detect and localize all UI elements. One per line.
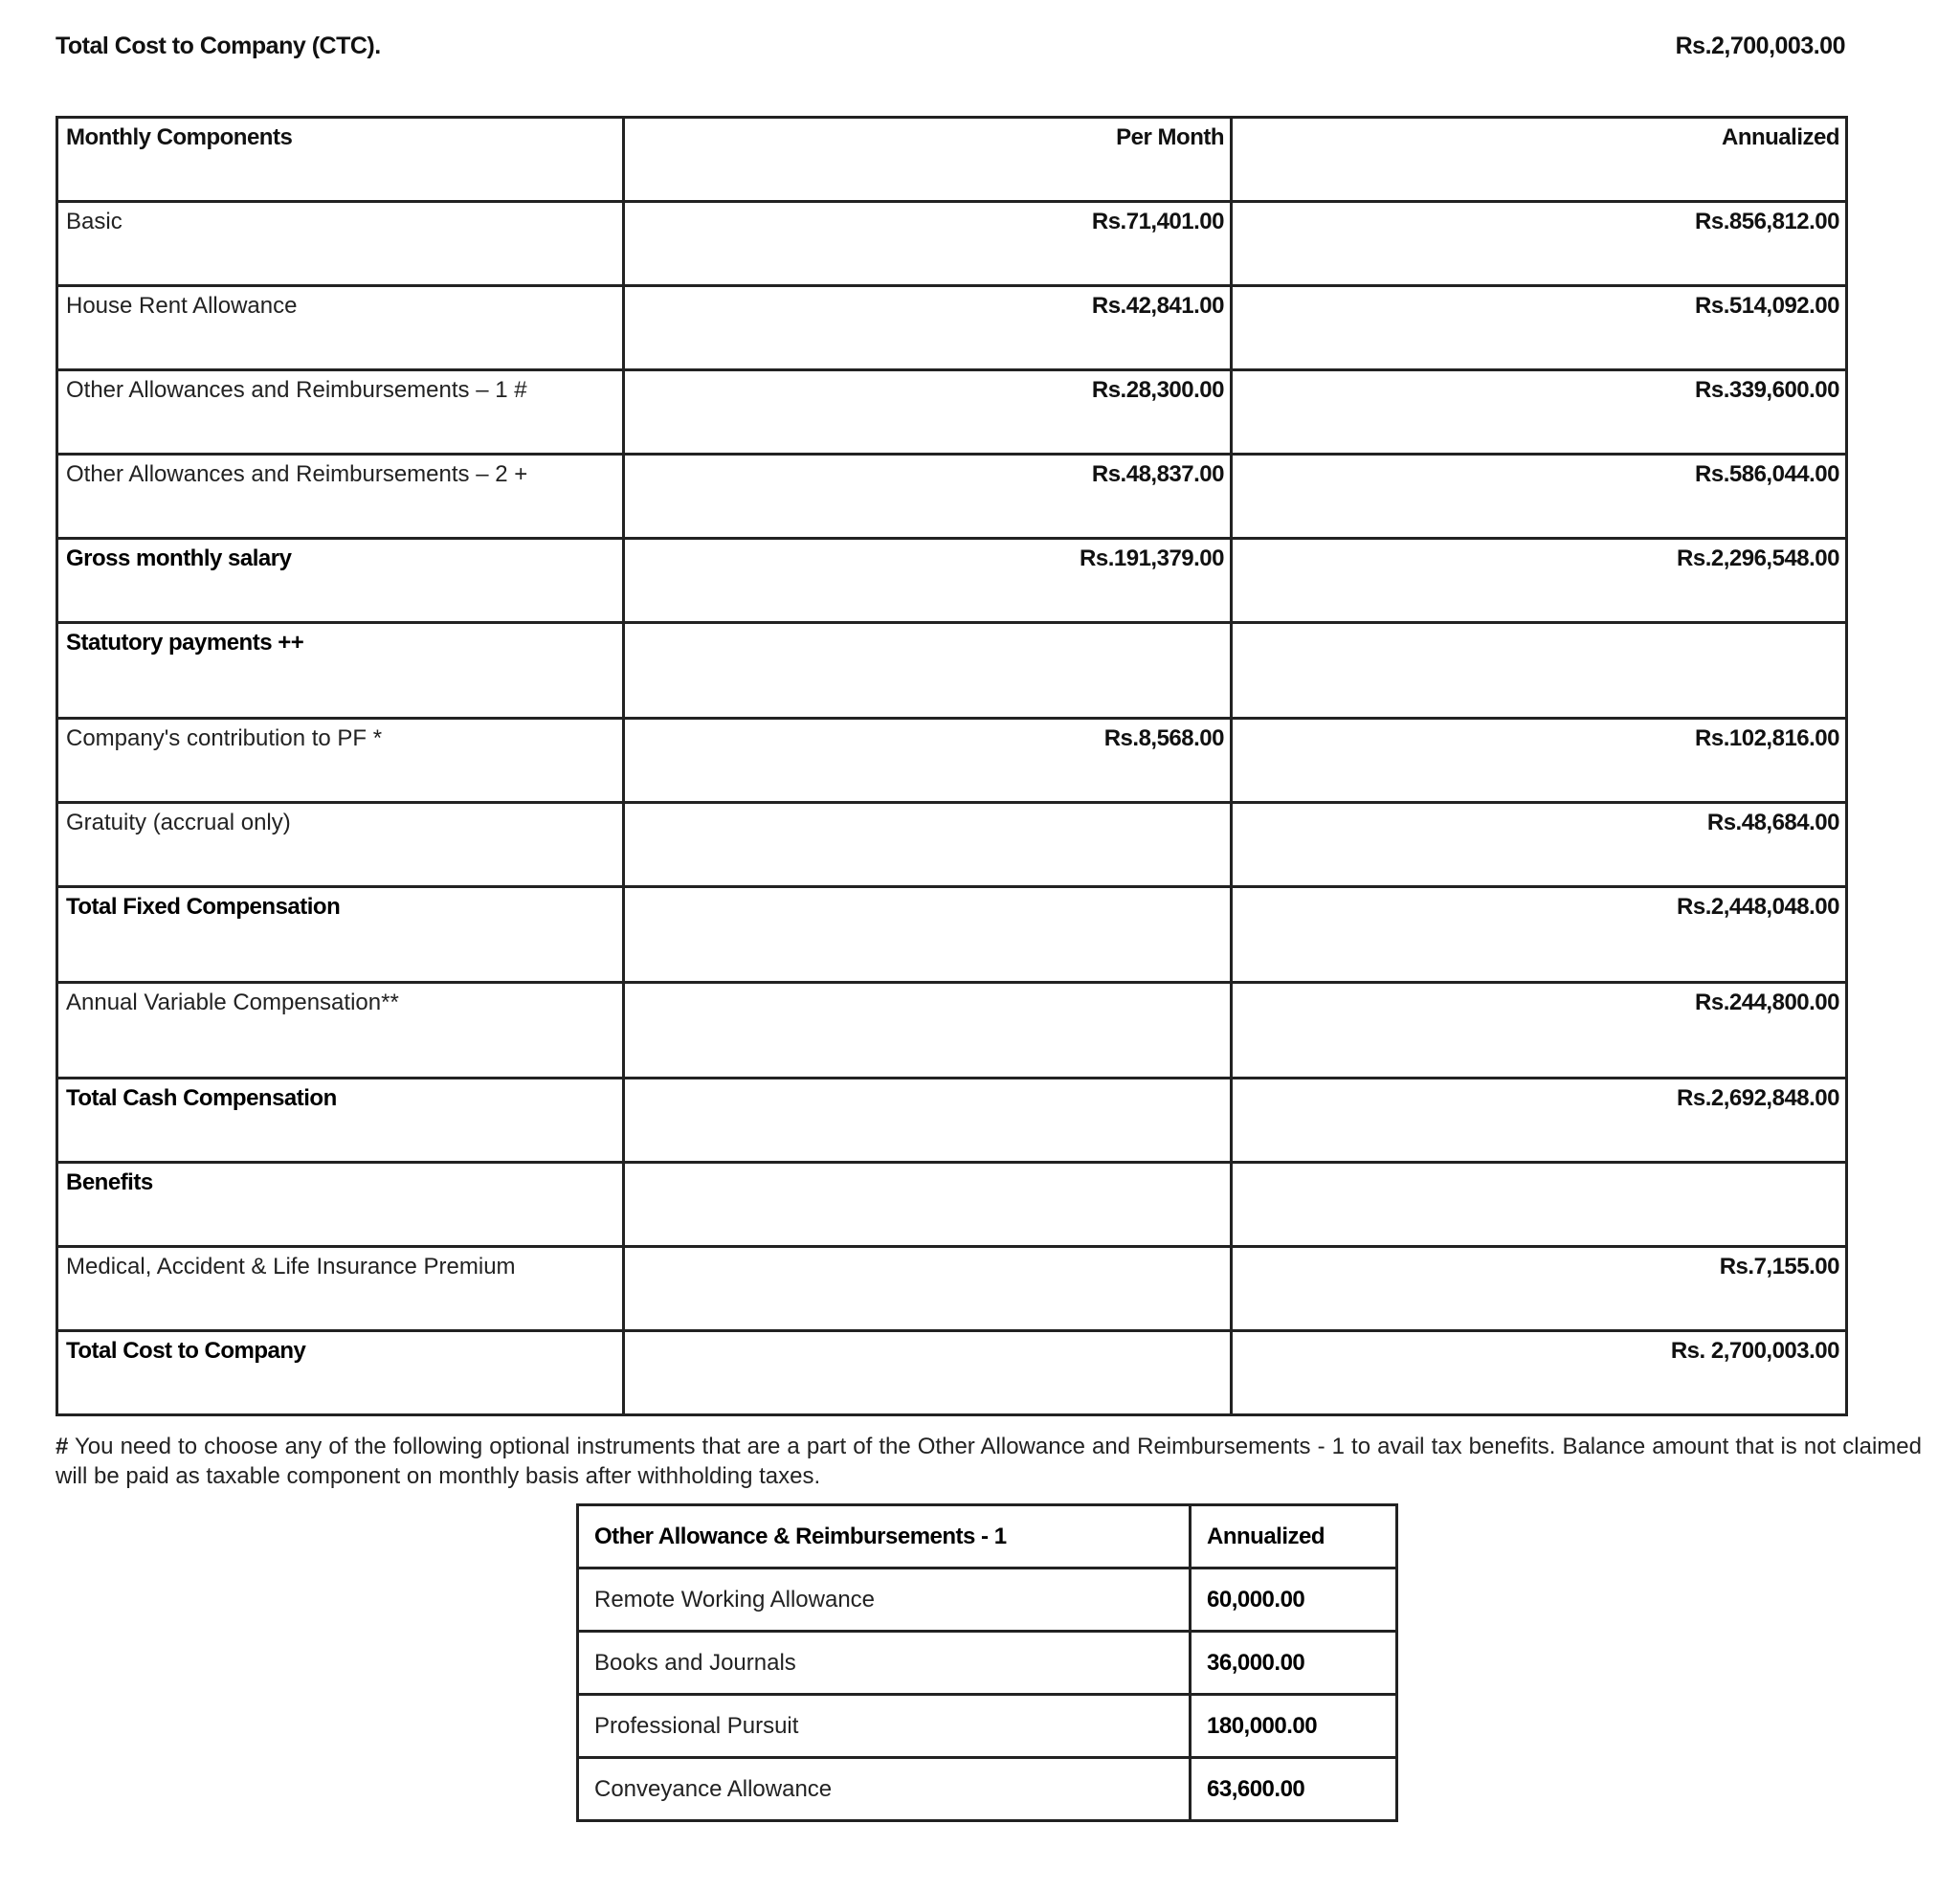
- row-label: Total Fixed Compensation: [57, 887, 624, 983]
- table-row: [57, 1247, 1847, 1331]
- table-row: [57, 202, 1847, 286]
- row-per-month: [624, 887, 1232, 983]
- row-annualized: Rs.48,684.00: [1232, 803, 1847, 887]
- row-label: Basic: [57, 202, 624, 286]
- row-per-month: [624, 1163, 1232, 1247]
- table-row: [57, 623, 1847, 719]
- table-row: [57, 1331, 1847, 1415]
- row-value: 36,000.00: [1191, 1632, 1397, 1695]
- column-header-annualized: Annualized: [1191, 1505, 1397, 1568]
- row-label: Annual Variable Compensation**: [57, 983, 624, 1079]
- row-per-month: [624, 1079, 1232, 1163]
- table-row: [57, 1163, 1847, 1247]
- row-per-month: [624, 623, 1232, 719]
- optional-instruments-table: [576, 1503, 1398, 1822]
- footnote: [56, 1432, 1922, 1491]
- row-label: Medical, Accident & Life Insurance Premium: [57, 1247, 624, 1331]
- row-annualized: Rs. 2,700,003.00: [1232, 1331, 1847, 1415]
- row-per-month: Rs.48,837.00: [624, 455, 1232, 539]
- row-value: 60,000.00: [1191, 1568, 1397, 1632]
- row-annualized: Rs.586,044.00: [1232, 455, 1847, 539]
- row-label: Total Cash Compensation: [57, 1079, 624, 1163]
- column-header-instrument: Other Allowance & Reimbursements - 1: [578, 1505, 1191, 1568]
- row-label: Books and Journals: [578, 1632, 1191, 1695]
- total-ctc-value: Rs.2,700,003.00: [1675, 33, 1845, 59]
- row-annualized: Rs.514,092.00: [1232, 286, 1847, 370]
- table-row: [57, 887, 1847, 983]
- row-label: Total Cost to Company: [57, 1331, 624, 1415]
- row-per-month: Rs.191,379.00: [624, 539, 1232, 623]
- row-per-month: Rs.8,568.00: [624, 719, 1232, 803]
- table-row: [57, 1079, 1847, 1163]
- table-row: [57, 539, 1847, 623]
- table-row: [57, 983, 1847, 1079]
- ctc-table: [56, 116, 1848, 1416]
- row-label: Gross monthly salary: [57, 539, 624, 623]
- row-per-month: [624, 803, 1232, 887]
- row-annualized: Rs.102,816.00: [1232, 719, 1847, 803]
- row-value: 180,000.00: [1191, 1695, 1397, 1758]
- table-row: [578, 1632, 1397, 1695]
- row-annualized: [1232, 623, 1847, 719]
- table-row: [57, 455, 1847, 539]
- table-row: [57, 370, 1847, 455]
- row-label: Gratuity (accrual only): [57, 803, 624, 887]
- row-per-month: [624, 1247, 1232, 1331]
- row-label: Other Allowances and Reimbursements – 1 #: [57, 370, 624, 455]
- row-label: Company's contribution to PF *: [57, 719, 624, 803]
- row-label: Other Allowances and Reimbursements – 2 +: [57, 455, 624, 539]
- row-annualized: Rs.339,600.00: [1232, 370, 1847, 455]
- column-header-annualized: Annualized: [1232, 118, 1847, 202]
- page-title: Total Cost to Company (CTC).: [56, 33, 381, 59]
- row-value: 63,600.00: [1191, 1758, 1397, 1821]
- row-label: House Rent Allowance: [57, 286, 624, 370]
- table-row: [57, 803, 1847, 887]
- row-label: Statutory payments ++: [57, 623, 624, 719]
- row-per-month: Rs.28,300.00: [624, 370, 1232, 455]
- table-row: [578, 1695, 1397, 1758]
- row-annualized: Rs.244,800.00: [1232, 983, 1847, 1079]
- footnote-mark: #: [56, 1434, 69, 1459]
- ctc-header-row: [57, 118, 1847, 202]
- row-per-month: Rs.42,841.00: [624, 286, 1232, 370]
- row-label: Professional Pursuit: [578, 1695, 1191, 1758]
- table-row: [578, 1758, 1397, 1821]
- optional-header-row: [578, 1505, 1397, 1568]
- table-row: [578, 1568, 1397, 1632]
- page-header: [56, 33, 1845, 67]
- row-per-month: [624, 1331, 1232, 1415]
- row-annualized: Rs.2,692,848.00: [1232, 1079, 1847, 1163]
- row-annualized: Rs.2,448,048.00: [1232, 887, 1847, 983]
- column-header-per-month: Per Month: [624, 118, 1232, 202]
- column-header-components: Monthly Components: [57, 118, 624, 202]
- row-label: Conveyance Allowance: [578, 1758, 1191, 1821]
- row-annualized: [1232, 1163, 1847, 1247]
- row-annualized: Rs.856,812.00: [1232, 202, 1847, 286]
- row-annualized: Rs.2,296,548.00: [1232, 539, 1847, 623]
- row-label: Benefits: [57, 1163, 624, 1247]
- row-label: Remote Working Allowance: [578, 1568, 1191, 1632]
- table-row: [57, 286, 1847, 370]
- footnote-text: You need to choose any of the following optional instruments that are a part of the Other Allowance and Reimbursements - 1 to avail tax benefits. Balance amount that is not claimed will be paid as taxable component on monthly basis after withholding taxes.: [56, 1434, 1922, 1489]
- row-per-month: Rs.71,401.00: [624, 202, 1232, 286]
- table-row: [57, 719, 1847, 803]
- row-per-month: [624, 983, 1232, 1079]
- row-annualized: Rs.7,155.00: [1232, 1247, 1847, 1331]
